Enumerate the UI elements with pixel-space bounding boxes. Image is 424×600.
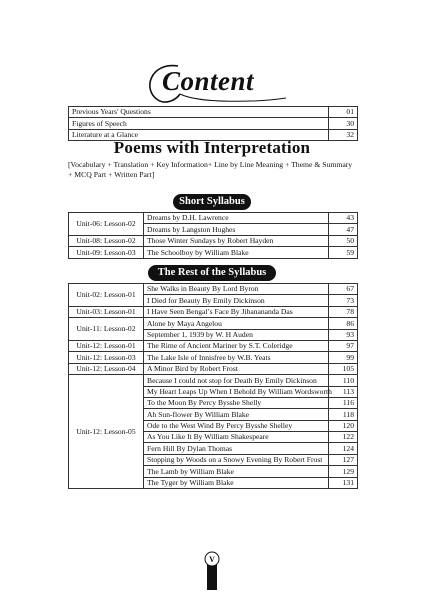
page-number: 93 bbox=[329, 329, 358, 340]
lesson-title: Fern Hill By Dylan Thomas bbox=[144, 443, 329, 454]
page-number: 122 bbox=[329, 432, 358, 443]
rest-syllabus-table bbox=[68, 283, 358, 489]
lesson-title: To the Moon By Percy Bysshe Shelly bbox=[144, 397, 329, 408]
poems-section-title: Poems with Interpretation bbox=[113, 138, 311, 157]
page-number: 131 bbox=[329, 477, 358, 488]
lesson-title: Dreams by D.H. Lawrence bbox=[144, 213, 329, 224]
page-number: 73 bbox=[329, 295, 358, 306]
page-number: 59 bbox=[329, 247, 358, 258]
syllabus-row bbox=[69, 213, 358, 224]
page-marker-label: V bbox=[209, 555, 215, 564]
page-number: 118 bbox=[329, 409, 358, 420]
page-number: 50 bbox=[329, 235, 358, 246]
content-header bbox=[140, 60, 290, 106]
page-number: 127 bbox=[329, 454, 358, 465]
lesson-title: Ah Sun-flower By William Blake bbox=[144, 409, 329, 420]
syllabus-row bbox=[69, 363, 358, 374]
lesson-title: Because I could not stop for Death By Emily Dickinson bbox=[144, 375, 329, 386]
short-syllabus-table bbox=[68, 212, 358, 259]
page-number: 110 bbox=[329, 375, 358, 386]
short-syllabus-badge: Short Syllabus bbox=[173, 194, 251, 210]
syllabus-row bbox=[69, 318, 358, 329]
page-number: 97 bbox=[329, 340, 358, 351]
lesson-title: The Schoolboy by William Blake bbox=[144, 247, 329, 258]
lesson-title: Alone by Maya Angelou bbox=[144, 318, 329, 329]
lesson-title: September 1, 1939 by W. H Auden bbox=[144, 329, 329, 340]
page-number: 124 bbox=[329, 443, 358, 454]
page-marker-icon bbox=[204, 550, 220, 590]
page-number: 113 bbox=[329, 386, 358, 397]
page-number: 43 bbox=[329, 213, 358, 224]
page-number: 99 bbox=[329, 352, 358, 363]
lesson-title: I Have Seen Bengal’s Face By Jibanananda Das bbox=[144, 306, 329, 317]
unit-cell: Unit-12: Lesson-04 bbox=[69, 363, 144, 374]
intro-label: Figures of Speech bbox=[69, 118, 329, 129]
page-number: 47 bbox=[329, 224, 358, 235]
rest-syllabus-badge: The Rest of the Syllabus bbox=[148, 265, 276, 281]
syllabus-row bbox=[69, 284, 358, 295]
lesson-title: My Heart Leaps Up When I Behold By William Wordsworth bbox=[144, 386, 329, 397]
poems-section-subtitle: [Vocabulary + Translation + Key Information+ Line by Line Meaning + Theme & Summary + MCQ Part + Written Part] bbox=[68, 160, 353, 179]
lesson-title: Dreams by Langston Hughes bbox=[144, 224, 329, 235]
lesson-title: The Lamb by William Blake bbox=[144, 466, 329, 477]
unit-cell: Unit-12: Lesson-03 bbox=[69, 352, 144, 363]
syllabus-row bbox=[69, 340, 358, 351]
unit-cell: Unit-12: Lesson-05 bbox=[69, 375, 144, 489]
syllabus-row bbox=[69, 375, 358, 386]
intro-row bbox=[69, 107, 358, 118]
lesson-title: The Lake Isle of Innisfree by W.B. Yeats bbox=[144, 352, 329, 363]
intro-label: Previous Years' Questions bbox=[69, 107, 329, 118]
lesson-title: Stopping by Woods on a Snowy Evening By Robert Frost bbox=[144, 454, 329, 465]
intro-table bbox=[68, 106, 358, 141]
page-number: 116 bbox=[329, 397, 358, 408]
syllabus-row bbox=[69, 247, 358, 258]
intro-page: 32 bbox=[329, 129, 358, 140]
intro-page: 01 bbox=[329, 107, 358, 118]
intro-label: Literature at a Glance bbox=[69, 129, 329, 140]
unit-cell: Unit-03: Lesson-01 bbox=[69, 306, 144, 317]
content-title: Content bbox=[162, 66, 255, 96]
syllabus-row bbox=[69, 352, 358, 363]
page-number: 129 bbox=[329, 466, 358, 477]
lesson-title: I Died for Beauty By Emily Dickinson bbox=[144, 295, 329, 306]
lesson-title: Ode to the West Wind By Percy Bysshe Shelley bbox=[144, 420, 329, 431]
page-number: 86 bbox=[329, 318, 358, 329]
lesson-title: As You Like It By William Shakespeare bbox=[144, 432, 329, 443]
page-number: 120 bbox=[329, 420, 358, 431]
syllabus-row bbox=[69, 306, 358, 317]
page-number: 78 bbox=[329, 306, 358, 317]
lesson-title: The Tyger by William Blake bbox=[144, 477, 329, 488]
unit-cell: Unit-09: Lesson-03 bbox=[69, 247, 144, 258]
lesson-title: Those Winter Sundays by Robert Hayden bbox=[144, 235, 329, 246]
lesson-title: A Minor Bird by Robert Frost bbox=[144, 363, 329, 374]
unit-cell: Unit-12: Lesson-01 bbox=[69, 340, 144, 351]
syllabus-row bbox=[69, 235, 358, 246]
unit-cell: Unit-11: Lesson-02 bbox=[69, 318, 144, 341]
intro-row bbox=[69, 118, 358, 129]
unit-cell: Unit-02: Lesson-01 bbox=[69, 284, 144, 307]
unit-cell: Unit-08: Lesson-02 bbox=[69, 235, 144, 246]
page-number: 105 bbox=[329, 363, 358, 374]
lesson-title: The Rime of Ancient Mariner by S.T. Coleridge bbox=[144, 340, 329, 351]
page-number: 67 bbox=[329, 284, 358, 295]
lesson-title: She Walks in Beauty By Lord Byron bbox=[144, 284, 329, 295]
unit-cell: Unit-06: Lesson-02 bbox=[69, 213, 144, 236]
intro-page: 30 bbox=[329, 118, 358, 129]
